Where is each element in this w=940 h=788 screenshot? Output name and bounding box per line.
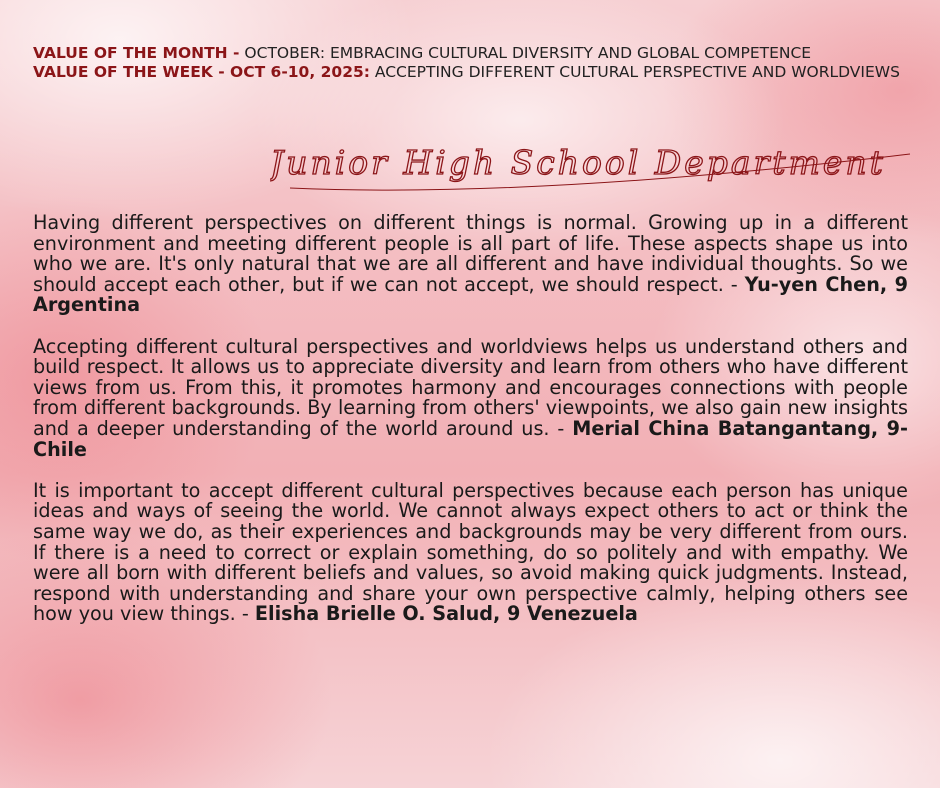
reflection-paragraph (33, 334, 908, 461)
value-of-week-line (33, 63, 923, 82)
value-of-month-text: OCTOBER: EMBRACING CULTURAL DIVERSITY AND GLOBAL COMPETENCE (244, 44, 812, 62)
reflection-paragraph (33, 478, 908, 626)
department-title-text: Junior High School Department (270, 143, 886, 182)
reflection-author: Elisha Brielle O. Salud, 9 Venezuela (254, 602, 638, 626)
reflection-text: Having different perspectives on different things is normal. Growing up in a different environment and meeting different people is all part of life. These aspects shape us into who we are. It's only natural that we are all different and have individual thoughts. So we should accept each other, but if we can not accept, we should respect. - (33, 211, 908, 296)
reflection-text: It is important to accept different cultural perspectives because each person has unique ideas and ways of seeing the world. We cannot always expect others to act or think the same way we do, as their experiences and backgrounds may be very different from ours. If there is a need to correct or explain something, do so politely and with empathy. We were all born with different beliefs and values, so avoid making quick judgments. Instead, respond with understanding and share your own perspective calmly, helping others see how you view things. - (33, 478, 908, 626)
department-title (270, 118, 920, 198)
value-of-week-label: VALUE OF THE WEEK - OCT 6-10, 2025: (33, 63, 370, 81)
value-of-month-line (33, 44, 923, 63)
value-of-month-label: VALUE OF THE MONTH - (33, 44, 240, 62)
value-of-week-text: ACCEPTING DIFFERENT CULTURAL PERSPECTIVE AND WORLDVIEWS (374, 63, 900, 81)
reflections (33, 213, 908, 645)
reflection-text: Accepting different cultural perspectives and worldviews helps us understand others and build respect. It allows us to appreciate diversity and learn from others who have different views from us. From this, it promotes harmony and encourages connections with people from different backgrounds. By learning from others' viewpoints, we also gain new insights and a deeper understanding of the world around us. - (33, 334, 908, 440)
reflection-author: Yu-yen Chen, 9 Argentina (33, 272, 908, 317)
value-header (33, 44, 923, 82)
reflection-author: Merial China Batangantang, 9-Chile (33, 416, 908, 461)
reflection-paragraph (33, 213, 908, 316)
